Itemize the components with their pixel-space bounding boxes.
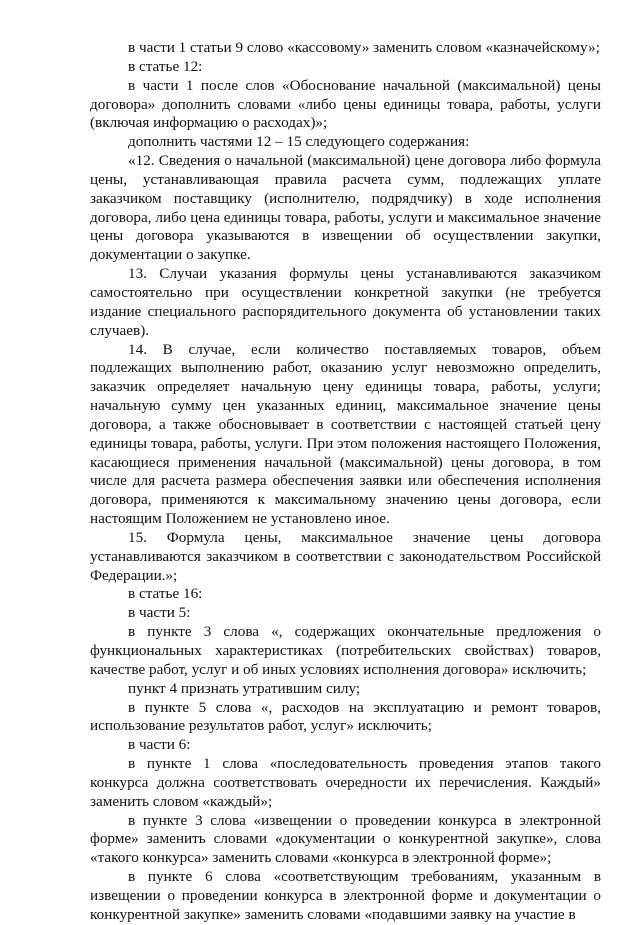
paragraph: «12. Сведения о начальной (максимальной) цене договора либо формула цены, устанавливающая правила расчета сумм, подлежащих уплате заказчиком поставщику (исполнителю, подрядчику) в ходе исполнения договора, либо цена единицы товара, работы, услуги и максимальное значение цены договора указываются в извещении об осуществлении закупки, документации о закупке.	[90, 152, 601, 264]
paragraph: в части 6:	[128, 736, 191, 754]
document-body	[90, 39, 601, 925]
paragraph: пункт 4 признать утратившим силу;	[128, 679, 361, 697]
paragraph: в пункте 3 слова «извещении о проведении конкурса в электронной форме» заменить словами «документации о конкурентной закупке», слова «такого конкурса» заменить словами «конкурса в электронной форме»;	[90, 811, 601, 867]
paragraph: в пункте 1 слова «последовательность проведения этапов такого конкурса должна соответствовать очередности их перечисления. Каждый» заменить словом «каждый»;	[90, 755, 601, 810]
paragraph: в статье 16:	[128, 585, 203, 603]
paragraph: в пункте 3 слова «, содержащих окончательные предложения о функциональных характеристиках (потребительских свойствах) товаров, качестве работ, услуг и об иных условиях исполнения договора» исключить;	[90, 623, 601, 678]
paragraph: 15. Формула цены, максимальное значение цены договора устанавливаются заказчиком в соответствии с законодательством Российской Федерации.»;	[90, 528, 601, 584]
paragraph: в пункте 5 слова «, расходов на эксплуатацию и ремонт товаров, использование результатов работ, услуг» исключить;	[90, 698, 601, 735]
paragraph: 14. В случае, если количество поставляемых товаров, объем подлежащих выполнению работ, оказанию услуг невозможно определить, заказчик определяет начальную цену единицы товара, работы, услуги; начальную сумму цен указанных единиц, максимальное значение цены договора, а также обосновывает в соответствии с настоящей статьей цену единицы товара, работы, услуги. При этом положения настоящего Положения, касающиеся применения начальной (максимальной) цены договора, в том числе для расчета размера обеспечения заявки или обеспечения исполнения договора, применяются к максимальному значению цены договора, если настоящим Положением не установлено иное.	[90, 340, 601, 528]
paragraph: в части 5:	[128, 604, 191, 622]
paragraph: в пункте 6 слова «соответствующим требованиям, указанным в извещении о проведении конкурса в электронной форме и документации о конкурентной закупке» заменить словами «подавшими заявку на участие в	[90, 868, 601, 923]
paragraph: в части 1 статьи 9 слово «кассовому» заменить словом «казначейскому»;	[128, 39, 600, 56]
paragraph: 13. Случаи указания формулы цены устанавливаются заказчиком самостоятельно при осуществлении конкретной закупки (не требуется издание специального распорядительного документа об установлении таких случаев).	[90, 265, 601, 339]
paragraph: дополнить частями 12 – 15 следующего содержания:	[128, 133, 470, 151]
paragraph: в части 1 после слов «Обоснование начальной (максимальной) цены договора» дополнить словами «либо цены единицы товара, работы, услуги (включая информацию о расходах)»;	[90, 76, 601, 132]
paragraph: в статье 12:	[128, 57, 203, 75]
